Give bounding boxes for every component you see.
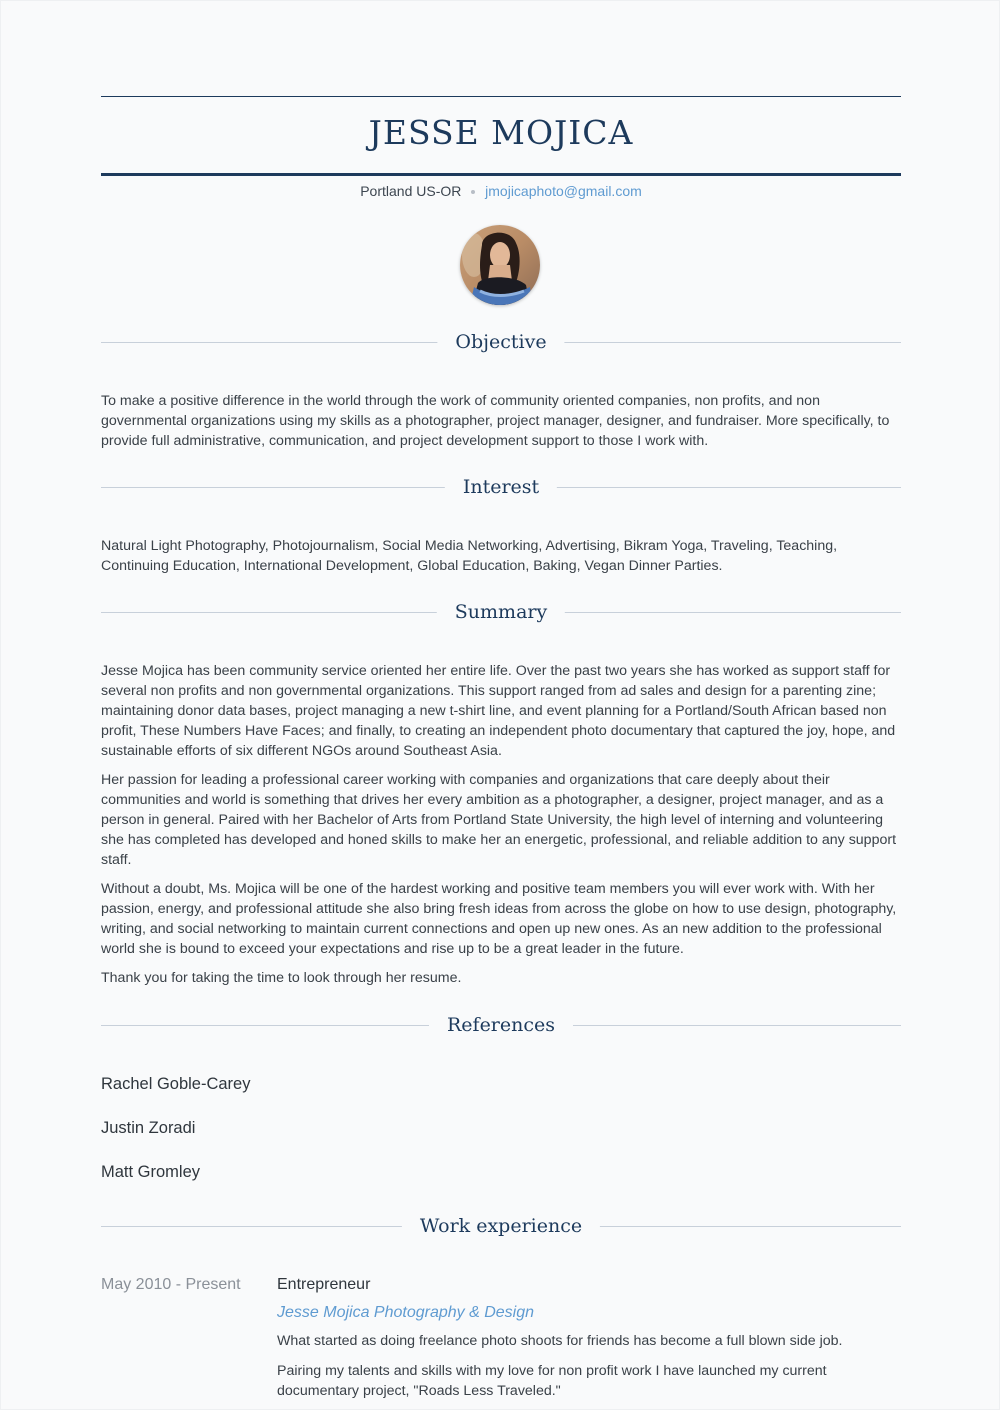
reference-name: Matt Gromley [101, 1163, 201, 1181]
objective-paragraph: To make a positive difference in the world through the work of community oriented companies, non profits, and non governmental organizations using my skills as a photographer, project manager, designer, and fundraiser. More specifically, to provide full administrative, communication, and project development support to those I work with. [101, 393, 890, 449]
profile-photo-image [460, 225, 540, 305]
reference-name: Justin Zoradi [101, 1119, 196, 1137]
header-rule-top [101, 96, 901, 97]
candidate-name: JESSE MOJICA [368, 113, 634, 152]
references-heading: References [429, 1010, 573, 1040]
summary-paragraph: Jesse Mojica has been community service oriented her entire life. Over the past two years she has worked as support staff for several non profits and non governmental organizations. This support ranged from ad sales and design for a parenting zine; maintaining donor data bases, project managing a new t-shirt line, and event planning for a Portland/South African based non profit, These Numbers Have Faces; and finally, to creating an independent photo documentary that captured the joy, hope, and sustainable efforts of six different NGOs around Southeast Asia. [101, 663, 896, 759]
job-date: May 2010 - Present [101, 1276, 241, 1293]
work-heading: Work experience [402, 1211, 600, 1241]
objective-section-header [101, 327, 901, 357]
interest-heading: Interest [445, 472, 557, 502]
references-section-header [101, 1010, 901, 1040]
location-text: Portland US-OR [360, 183, 462, 199]
job-description [277, 1331, 901, 1411]
profile-photo [460, 225, 540, 305]
interest-paragraph: Natural Light Photography, Photojournalism, Social Media Networking, Advertising, Bikram Yoga, Traveling, Teaching, Continuing Education, International Development, Global Education, Baking, Vegan Dinner Parties. [101, 538, 838, 574]
summary-heading: Summary [437, 597, 565, 627]
summary-section-header [101, 597, 901, 627]
contact-separator-dot [471, 190, 475, 194]
header-rule-bottom [101, 173, 901, 176]
summary-paragraph: Her passion for leading a professional career working with companies and organizations that care deeply about their communities and world is something that drives her every ambition as a photographer, a designer, project manager, and as a person in general. Paired with her Bachelor of Arts from Portland State University, the high level of interning and volunteering she has completed has developed and honed skills to make her an energetic, professional, and reliable addition to any support staff. [101, 772, 897, 868]
contact-line [101, 183, 901, 199]
summary-text [101, 661, 901, 997]
job-description-paragraph: What started as doing freelance photo shoots for friends has become a full blown side job. [277, 1333, 843, 1349]
job-title: Entrepreneur [277, 1276, 371, 1293]
summary-paragraph: Thank you for taking the time to look through her resume. [101, 970, 462, 986]
work-section-header [101, 1211, 901, 1241]
reference-name: Rachel Goble-Carey [101, 1075, 251, 1093]
interest-section-header [101, 472, 901, 502]
job-company: Jesse Mojica Photography & Design [277, 1304, 535, 1321]
email-link[interactable]: jmojicaphoto@gmail.com [485, 183, 642, 199]
objective-text [101, 391, 901, 460]
job-description-paragraph: Pairing my talents and skills with my love for non profit work I have launched my current documentary project, "Roads Less Traveled." [277, 1363, 827, 1399]
interest-text [101, 536, 901, 585]
summary-paragraph: Without a doubt, Ms. Mojica will be one of the hardest working and positive team members you will ever work with. With her passion, energy, and professional attitude she also bring fresh ideas from across the globe on how to use design, photography, writing, and social networking to maintain current connections and open up new ones. As an new addition to the professional world she is bound to exceed your expectations and rise up to be a great leader in the future. [101, 881, 897, 957]
objective-heading: Objective [437, 327, 564, 357]
